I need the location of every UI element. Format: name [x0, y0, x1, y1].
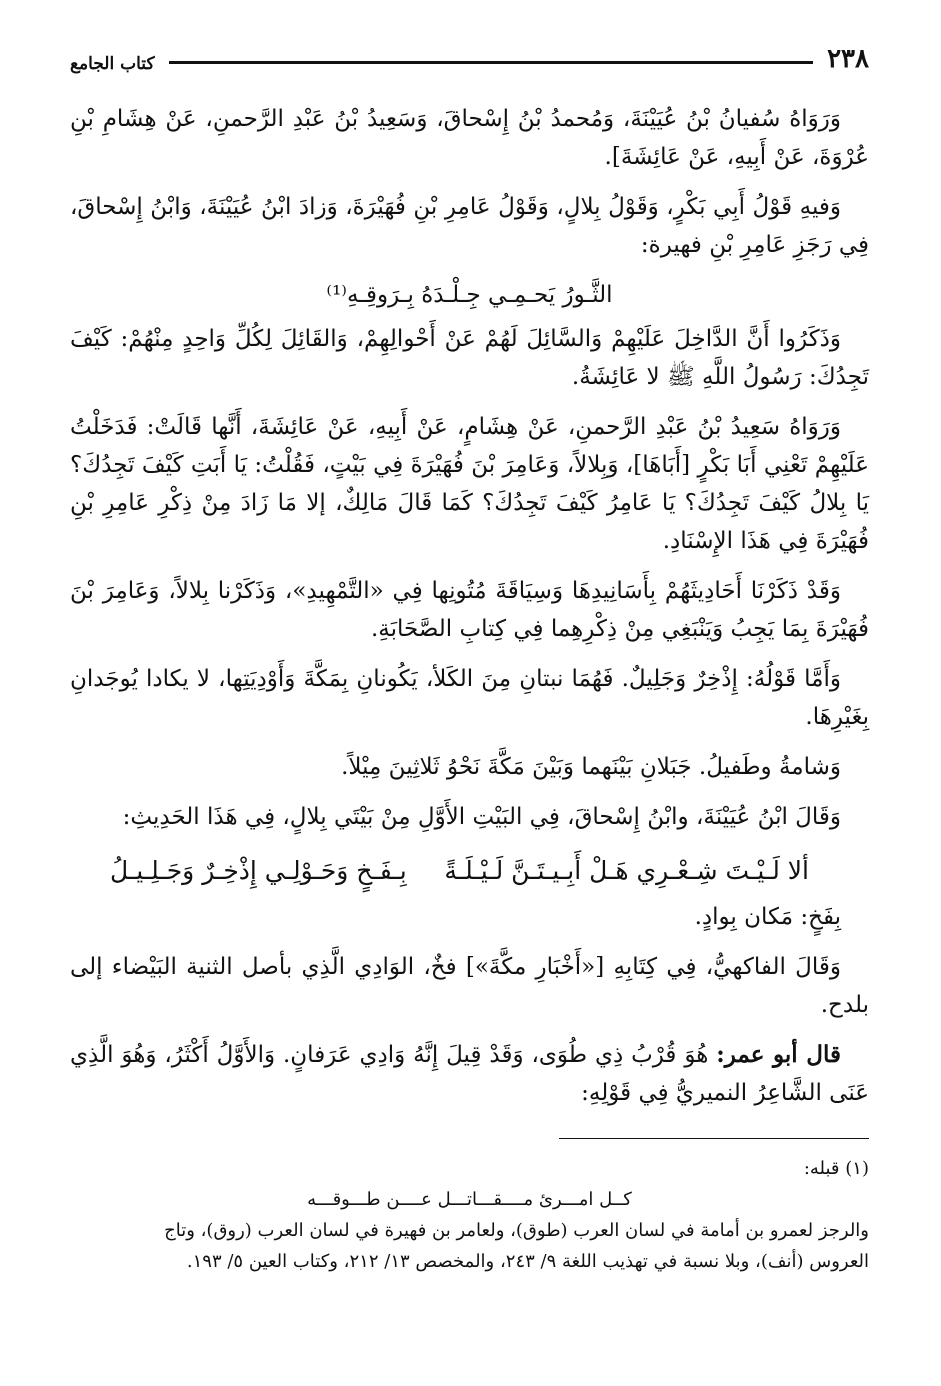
speaker-label: قال أبو عمر: [716, 1041, 841, 1068]
verse-first-hemistich: ألا لَـيْـتَ شِـعْـرِي هَـلْ أَبِـيـتَـنَّ لَـيْـلَـةً [444, 856, 809, 885]
book-page [70, 34, 869, 1277]
footnote-separator [559, 1138, 869, 1139]
page-header [70, 34, 869, 74]
verse-couplet [110, 848, 809, 894]
paragraph: وَأَمَّا قَوْلُهُ: إِذْخِرٌ وَجَلِيلٌ. فَهُمَا نبتانِ مِنَ الكَلأ، يَكُونانِ بِمَكَّةَ وَأَوْدِيَتِها، لا يكادا يُوجَدانِ بِغَيْرِهَا. [70, 666, 869, 730]
footnote-verse: كــل امـــرئ مــــقـــاتـــل عــــن طـــوقـــه [307, 1189, 632, 1210]
footnote-line: العروس (أنف)، وبلا نسبة في تهذيب اللغة ٩/ ٢٤٣، والمخصص ١٣/ ٢١٢، وكتاب العين ٥/ ١٩٣. [186, 1251, 869, 1272]
footnote-line: والرجز لعمرو بن أمامة في لسان العرب (طوق)، ولعامر بن فهيرة في لسان العرب (روق)، وتاج [164, 1220, 869, 1241]
paragraph: بِفَخٍ: مَكان بِوادٍ. [694, 904, 841, 930]
paragraph: وَقَالَ الفاكهيُّ، فِي كِتَابِهِ [«أَخْبَارِ مكَّةَ»] فخٌ، الوَادِي الَّذِي بأصل الثنية البَيْضاء إلى بلدح. [70, 954, 869, 1018]
paragraph: وَرَوَاهُ سَعِيدُ بْنُ عَبْدِ الرَّحمنِ، عَنْ هِشَامٍ، عَنْ أَبِيهِ، عَنْ عَائِشَةَ، أَنَّها قَالَتْ: فَدَخَلْتُ عَلَيْهِمْ تَعْنِي أَبَا بَكْرٍ [أَبَاهَا]، وَبِلالاً، وَعَامِرَ بْنَ فُهَيْرَةَ فِي بَيْتٍ، فَقُلْتُ: يَا أَبَتِ كَيْفَ تَجِدُكَ؟ يَا بِلالُ كَيْفَ تَجِدُكَ؟ يَا عَامِرُ كَيْفَ تَجِدُكَ؟ كَمَا قَالَ مَالِكٌ، إلا مَا زَادَ مِنْ ذِكْرِ عَامِرِ بْنِ فُهَيْرَةَ فِي هَذَا الإِسْنَادِ. [70, 414, 869, 554]
main-text [70, 100, 869, 1112]
paragraph: وَذَكَرُوا أَنَّ الدَّاخِلَ عَلَيْهِمْ وَالسَّائِلَ لَهُمْ عَنْ أَحْوالِهِمْ، وَالقَائِلَ لِكُلِّ وَاحِدٍ مِنْهُمْ: كَيْفَ تَجِدُكَ: رَسُولُ اللَّهِ ﷺ لا عَائِشَةُ. [70, 326, 869, 390]
paragraph: وَفيهِ قَوْلُ أَبِي بَكْرٍ، وَقَوْلُ بِلالٍ، وَقَوْلُ عَامِرِ بْنِ فُهَيْرَةَ، وَزادَ ابْنُ عُيَيْنَةَ، وَابْنُ إِسْحاقَ، فِي رَجَزِ عَامِرِ بْنِ فهيرة: [70, 194, 869, 258]
running-title: كتاب الجامع [70, 54, 155, 74]
header-rule [169, 61, 814, 64]
paragraph: وَقَدْ ذَكَرْنَا أَحَادِيثَهُمْ بِأَسَانِيدِهَا وَسِيَاقَةَ مُتُونِها فِي «التَّمْهِيدِ»، وَذَكَرْنا بِلالاً، وَعَامِرَ بْنَ فُهَيْرَةَ بِمَا يَجِبُ وَيَنْبَغِي مِنْ ذِكْرِهِما فِي كِتابِ الصَّحَابَةِ. [70, 578, 869, 642]
paragraph [70, 1036, 869, 1112]
paragraph: وَرَوَاهُ سُفيانُ بْنُ عُيَيْنَةَ، وَمُحمدُ بْنُ إِسْحاقَ، وَسَعِيدُ بْنُ عَبْدِ الرَّحمنِ، عَنْ هِشَامِ بْنِ عُرْوَةَ، عَنْ أَبِيهِ، عَنْ عَائِشَةَ]. [70, 106, 869, 170]
verse-second-hemistich: بِـفَـخٍ وَحَـوْلِـي إِذْخِـرٌ وَجَـلِـيـلُ [110, 856, 407, 885]
paragraph-text: هُوَ قُرْبُ ذِي طُوَى، وَقَدْ قِيلَ إِنَّهُ وَادِي عَرَفانٍ. وَالأَوَّلُ أَكْثَرُ، وَهُوَ الَّذِي عَنَى الشَّاعِرُ النميريُّ فِي قَوْلِهِ: [70, 1042, 869, 1106]
footnotes [70, 1153, 869, 1277]
footnote-marker: (١) قبله: [803, 1158, 869, 1179]
verse-line: الثَّـورُ يَحـمِـي جِـلْـدَهُ بِـرَوقِـهِ⁽¹⁾ [326, 282, 613, 308]
page-number: ٢٣٨ [827, 44, 869, 74]
paragraph: وَقَالَ ابْنُ عُيَيْنَةَ، وابْنُ إِسْحاقَ، فِي البَيْتِ الأَوَّلِ مِنْ بَيْتَي بِلالٍ، فِي هَذَا الحَدِيثِ: [122, 804, 841, 830]
paragraph: وَشامةُ وطَفيلُ. جَبَلانِ بَيْنَهما وَبَيْنَ مَكَّةَ نَحْوُ ثَلاثِينَ مِيْلاً. [341, 754, 841, 780]
